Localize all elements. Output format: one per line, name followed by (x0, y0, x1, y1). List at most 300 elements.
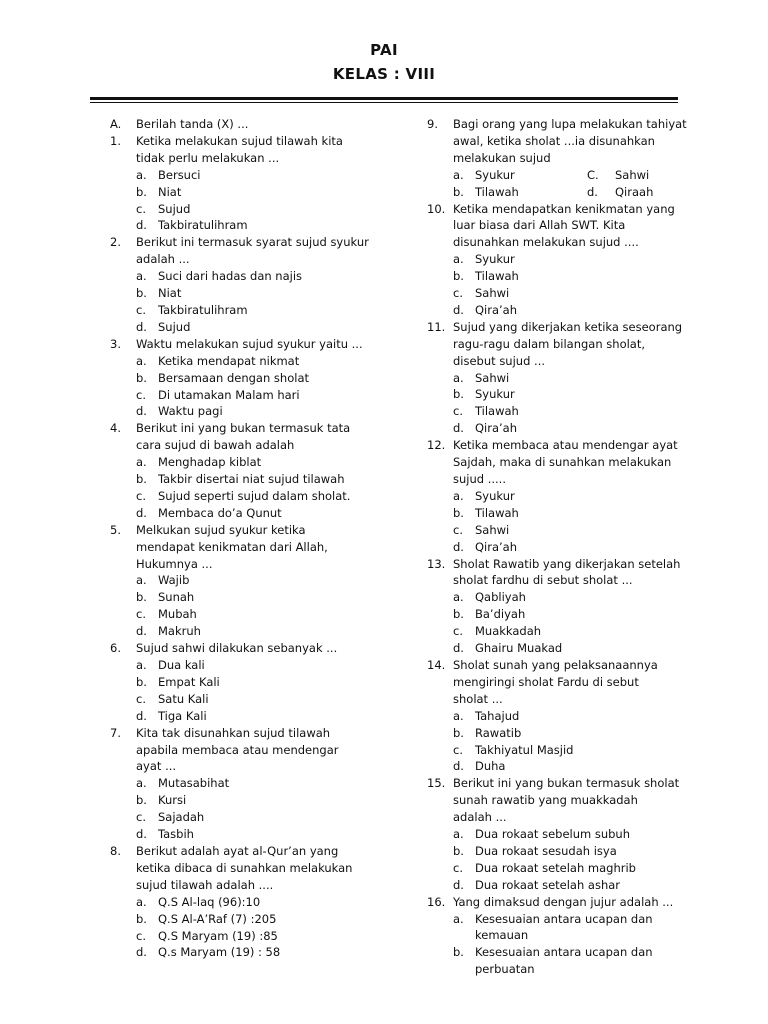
question-text: ayat ... (136, 759, 177, 774)
option-text[interactable]: Dua rokaat sebelum subuh (475, 827, 631, 842)
question-number: 15. (427, 776, 446, 791)
question-text: Ketika membaca atau mendengar ayat (453, 438, 678, 453)
answer-option[interactable] (110, 657, 410, 674)
question-line (110, 877, 410, 894)
option-letter[interactable]: c. (136, 607, 146, 622)
option-letter[interactable]: c. (453, 624, 463, 639)
answer-option[interactable] (110, 623, 410, 640)
option-text[interactable]: Sujud (158, 201, 191, 216)
question-line (110, 336, 410, 353)
instruction-text: Berilah tanda (X) ... (136, 117, 249, 131)
question-text: Yang dimaksud dengan jujur adalah ... (453, 894, 674, 909)
option-letter[interactable]: a. (453, 370, 464, 385)
option-text[interactable]: Syukur (475, 488, 515, 503)
option-text[interactable]: Duha (475, 759, 506, 774)
question-text: adalah ... (136, 252, 190, 267)
question-text: ragu-ragu dalam bilangan sholat, (453, 336, 646, 351)
question-2 (110, 234, 410, 335)
option-text[interactable]: Q.S Al-A’Raf (7) :205 (158, 911, 277, 926)
answer-option[interactable] (110, 488, 410, 505)
question-line (427, 234, 677, 251)
question-line (427, 471, 677, 488)
answer-option[interactable] (427, 420, 677, 437)
option-text[interactable]: Wajib (158, 573, 190, 588)
question-line (110, 843, 410, 860)
option-letter[interactable]: c. (136, 810, 146, 825)
option-text[interactable]: Tilawah (475, 404, 519, 419)
option-text[interactable]: Ba’diyah (475, 607, 526, 622)
question-text: Sujud sahwi dilakukan sebanyak ... (136, 641, 338, 656)
option-letter[interactable]: d. (453, 421, 464, 436)
option-letter[interactable]: a. (136, 894, 147, 909)
question-text: Bagi orang yang lupa melakukan tahiyat (453, 117, 687, 131)
answer-option[interactable] (427, 589, 677, 606)
answer-option[interactable] (427, 505, 677, 522)
option-text[interactable]: Dua rokaat sesudah isya (475, 843, 617, 858)
answer-option[interactable] (427, 826, 677, 843)
question-4 (110, 420, 410, 521)
option-text[interactable]: Q.s Maryam (19) : 58 (158, 945, 281, 960)
question-7 (110, 725, 410, 843)
option-text[interactable]: Syukur (475, 387, 515, 402)
question-text: ketika dibaca di sunahkan melakukan (136, 860, 353, 875)
option-letter[interactable]: c. (453, 860, 463, 875)
question-number: 1. (110, 133, 121, 148)
option-letter[interactable]: b. (136, 370, 147, 385)
option-text[interactable]: Syukur (475, 167, 515, 182)
question-15 (427, 775, 680, 893)
option-letter[interactable]: a. (453, 488, 464, 503)
question-text: Sholat sunah yang pelaksanaannya (453, 657, 658, 672)
option-letter[interactable]: c. (453, 522, 463, 537)
option-text[interactable]: Menghadap kiblat (158, 455, 262, 470)
option-text[interactable]: Membaca do’a Qunut (158, 505, 282, 520)
option-letter[interactable]: c. (136, 928, 146, 943)
question-text: Berikut adalah ayat al-Qur’an yang (136, 843, 339, 858)
question-number: 6. (110, 641, 121, 656)
question-text: Berikut ini termasuk syarat sujud syukur (136, 235, 369, 250)
option-text[interactable]: Niat (158, 286, 182, 301)
answer-option[interactable] (427, 488, 677, 505)
answer-option[interactable] (110, 894, 410, 911)
option-letter[interactable]: c. (136, 691, 146, 706)
question-number: 11. (427, 319, 446, 334)
option-letter[interactable]: c. (453, 286, 463, 301)
question-3 (110, 336, 410, 421)
answer-option[interactable] (110, 944, 410, 961)
header-rule-thick (90, 97, 678, 100)
question-13 (427, 556, 681, 657)
option-letter[interactable]: a. (136, 167, 147, 182)
question-line (427, 437, 677, 454)
option-letter[interactable]: a. (453, 590, 464, 605)
question-line (427, 133, 677, 150)
answer-option[interactable] (110, 809, 410, 826)
answer-option[interactable] (110, 471, 410, 488)
answer-option[interactable] (427, 725, 677, 742)
option-text[interactable]: Takbiratulihram (158, 302, 248, 317)
option-letter[interactable]: d. (453, 641, 464, 656)
answer-option[interactable] (110, 285, 410, 302)
answer-option[interactable] (110, 201, 410, 218)
answer-option[interactable] (427, 522, 677, 539)
option-text[interactable]: Sahwi (475, 522, 510, 537)
option-letter[interactable]: d. (453, 302, 464, 317)
answer-option[interactable] (427, 370, 677, 387)
option-text[interactable]: Makruh (158, 624, 201, 639)
option-letter[interactable]: d. (136, 624, 147, 639)
option-text[interactable]: Mubah (158, 607, 197, 622)
option-letter[interactable]: a. (453, 708, 464, 723)
question-number: 2. (110, 235, 121, 250)
question-text: awal, ketika sholat ...ia disunahkan (453, 133, 655, 148)
option-letter[interactable]: b. (453, 607, 464, 622)
answer-option[interactable] (427, 268, 677, 285)
option-letter[interactable]: c. (136, 488, 146, 503)
answer-option[interactable] (110, 826, 410, 843)
question-line (110, 539, 410, 556)
option-letter[interactable]: c. (136, 387, 146, 402)
answer-option[interactable] (110, 911, 410, 928)
question-line (427, 336, 677, 353)
question-text: cara sujud di bawah adalah (136, 438, 295, 453)
question-line (110, 133, 410, 150)
answer-option[interactable] (110, 217, 410, 234)
answer-option-continued (427, 961, 677, 978)
option-text[interactable]: Kesesuaian antara ucapan dan (475, 945, 653, 960)
header-rule-thin (90, 102, 678, 103)
answer-option[interactable] (427, 623, 677, 640)
option-letter[interactable]: c. (453, 742, 463, 757)
option-letter[interactable]: d. (136, 319, 147, 334)
answer-option[interactable] (110, 403, 410, 420)
option-text[interactable]: Empat Kali (158, 674, 220, 689)
option-letter[interactable]: a. (136, 573, 147, 588)
option-row (427, 167, 677, 184)
option-letter[interactable]: a. (453, 911, 464, 926)
answer-option[interactable] (110, 572, 410, 589)
question-line (110, 742, 410, 759)
option-text[interactable]: Tasbih (158, 827, 194, 842)
question-text: Ketika mendapatkan kenikmatan yang (453, 201, 675, 216)
answer-option[interactable] (110, 454, 410, 471)
option-letter[interactable]: b. (136, 911, 147, 926)
option-letter[interactable]: b. (136, 472, 147, 487)
option-text[interactable]: Ketika mendapat nikmat (158, 353, 300, 368)
question-text: Kita tak disunahkan sujud tilawah (136, 725, 331, 740)
option-text[interactable]: Takbiratulihram (158, 218, 248, 233)
question-text: Hukumnya ... (136, 556, 213, 571)
question-text: Melkukan sujud syukur ketika (136, 522, 306, 537)
question-text: Berikut ini yang bukan termasuk tata (136, 421, 351, 436)
question-number: 7. (110, 725, 121, 740)
question-line (110, 758, 410, 775)
option-text[interactable]: Qira’ah (475, 539, 518, 554)
question-text: sholat ... (453, 691, 503, 706)
option-text[interactable]: Tilawah (475, 505, 519, 520)
option-letter[interactable]: a. (136, 269, 147, 284)
option-letter[interactable]: C. (587, 167, 599, 182)
question-5 (110, 522, 410, 640)
option-letter[interactable]: b. (453, 843, 464, 858)
answer-option[interactable] (110, 319, 410, 336)
answer-option[interactable] (427, 640, 677, 657)
option-letter[interactable]: b. (136, 793, 147, 808)
option-letter[interactable]: a. (453, 252, 464, 267)
option-text: kemauan (475, 928, 529, 943)
option-text[interactable]: Sujud (158, 319, 191, 334)
option-text[interactable]: Suci dari hadas dan najis (158, 269, 303, 284)
option-text[interactable]: Sujud seperti sujud dalam sholat. (158, 488, 351, 503)
option-letter[interactable]: d. (136, 505, 147, 520)
option-text[interactable]: Qira’ah (475, 421, 518, 436)
option-letter[interactable]: b. (453, 184, 464, 199)
question-8 (110, 843, 410, 961)
option-text[interactable]: Sahwi (615, 167, 650, 182)
option-letter[interactable]: b. (453, 945, 464, 960)
answer-option[interactable] (110, 775, 410, 792)
question-line (427, 556, 681, 573)
option-letter[interactable]: c. (453, 404, 463, 419)
question-9 (427, 116, 687, 201)
answer-option[interactable] (427, 742, 677, 759)
question-line (427, 674, 677, 691)
question-text: mendapat kenikmatan dari Allah, (136, 539, 328, 554)
option-text: perbuatan (475, 962, 535, 977)
question-text: mengiringi sholat Fardu di sebut (453, 674, 639, 689)
answer-option[interactable] (427, 302, 677, 319)
question-text: disunahkan melakukan sujud .... (453, 235, 639, 250)
option-row (427, 184, 677, 201)
option-text[interactable]: Qabliyah (475, 590, 526, 605)
option-letter[interactable]: b. (136, 674, 147, 689)
question-number: 3. (110, 336, 121, 351)
answer-option[interactable] (110, 268, 410, 285)
question-text: adalah ... (453, 810, 507, 825)
option-text[interactable]: Q.S Al-laq (96):10 (158, 894, 261, 909)
option-letter[interactable]: a. (453, 827, 464, 842)
question-line (110, 522, 410, 539)
option-text[interactable]: Tilawah (475, 184, 519, 199)
right-column (427, 116, 687, 978)
option-letter[interactable]: d. (136, 827, 147, 842)
question-text: Sujud yang dikerjakan ketika seseorang (453, 319, 683, 334)
question-line (110, 234, 410, 251)
question-line (427, 217, 677, 234)
question-line (110, 251, 410, 268)
option-text[interactable]: Di utamakan Malam hari (158, 387, 300, 402)
answer-option[interactable] (427, 403, 677, 420)
document-subtitle: KELAS : VIII (332, 65, 436, 83)
option-text[interactable]: Bersuci (158, 167, 201, 182)
question-14 (427, 657, 677, 775)
question-6 (110, 640, 410, 725)
option-text[interactable]: Sunah (158, 590, 195, 605)
option-text[interactable]: Niat (158, 184, 182, 199)
option-text[interactable]: Q.S Maryam (19) :85 (158, 928, 278, 943)
option-letter[interactable]: d. (453, 539, 464, 554)
question-line (427, 454, 677, 471)
question-line (427, 894, 677, 911)
option-text[interactable]: Kursi (158, 793, 187, 808)
question-text: Ketika melakukan sujud tilawah kita (136, 133, 343, 148)
question-line (427, 116, 687, 133)
option-text[interactable]: Sajadah (158, 810, 205, 825)
answer-option[interactable] (427, 251, 677, 268)
question-line (110, 725, 410, 742)
option-text[interactable]: Qiraah (615, 184, 654, 199)
question-text: disebut sujud ... (453, 353, 545, 368)
answer-option[interactable] (110, 928, 410, 945)
question-number: 12. (427, 438, 446, 453)
option-text[interactable]: Dua kali (158, 658, 205, 672)
answer-option-continued (427, 927, 677, 944)
option-text[interactable]: Syukur (475, 252, 515, 267)
option-text[interactable]: Tiga Kali (158, 708, 207, 723)
question-12 (427, 437, 677, 555)
answer-option[interactable] (110, 353, 410, 370)
option-letter[interactable]: d. (453, 877, 464, 892)
option-letter[interactable]: b. (453, 387, 464, 402)
question-text: sujud ..... (453, 472, 506, 486)
answer-option[interactable] (110, 505, 410, 522)
option-letter[interactable]: a. (136, 353, 147, 368)
question-1 (110, 133, 410, 234)
answer-option[interactable] (110, 184, 410, 201)
question-text: apabila membaca atau mendengar (136, 742, 339, 757)
answer-option[interactable] (110, 708, 410, 725)
option-text[interactable]: Satu Kali (158, 691, 209, 706)
option-letter[interactable]: b. (453, 505, 464, 520)
question-text: luar biasa dari Allah SWT. Kita (453, 218, 626, 233)
answer-option[interactable] (110, 387, 410, 404)
document-header (0, 38, 768, 86)
option-letter[interactable]: b. (453, 725, 464, 740)
answer-option[interactable] (110, 167, 410, 184)
option-text[interactable]: Tilawah (475, 269, 519, 284)
question-number: 16. (427, 894, 446, 909)
question-text: sunah rawatib yang muakkadah (453, 793, 638, 808)
question-text: Sholat Rawatib yang dikerjakan setelah (453, 556, 681, 571)
option-text[interactable]: Takbir disertai niat sujud tilawah (158, 472, 345, 487)
option-text[interactable]: Tahajud (475, 708, 520, 723)
question-line (110, 860, 410, 877)
answer-option[interactable] (427, 386, 677, 403)
option-text[interactable]: Rawatib (475, 725, 522, 740)
option-text[interactable]: Dua rokaat setelah ashar (475, 877, 621, 892)
document-title: PAI (370, 41, 398, 59)
answer-option[interactable] (427, 860, 677, 877)
option-letter[interactable]: d. (136, 218, 147, 233)
answer-option[interactable] (427, 758, 677, 775)
answer-option[interactable] (110, 370, 410, 387)
option-letter[interactable]: d. (453, 759, 464, 774)
answer-option[interactable] (110, 674, 410, 691)
question-number: 4. (110, 421, 121, 436)
question-number: 10. (427, 201, 446, 216)
question-line (110, 437, 410, 454)
option-text[interactable]: Bersamaan dengan sholat (158, 370, 309, 385)
answer-option[interactable] (110, 302, 410, 319)
question-line (427, 150, 677, 167)
question-line (110, 640, 410, 657)
question-text: tidak perlu melakukan ... (136, 150, 280, 165)
option-letter[interactable]: a. (453, 167, 464, 182)
question-text: Waktu melakukan sujud syukur yaitu ... (136, 336, 363, 351)
answer-option[interactable] (427, 285, 677, 302)
question-line (110, 420, 410, 437)
question-line (427, 201, 677, 218)
option-text[interactable]: Muakkadah (475, 624, 542, 639)
option-text[interactable]: Waktu pagi (158, 404, 223, 419)
option-letter[interactable]: a. (136, 776, 147, 791)
option-letter[interactable]: b. (453, 269, 464, 284)
answer-option[interactable] (427, 843, 677, 860)
option-letter[interactable]: a. (136, 455, 147, 470)
option-text[interactable]: Dua rokaat setelah maghrib (475, 860, 636, 875)
question-text: sholat fardhu di sebut sholat ... (453, 573, 633, 588)
question-number: 14. (427, 657, 446, 672)
option-text[interactable]: Mutasabihat (158, 776, 230, 791)
question-line (427, 809, 677, 826)
question-line (110, 150, 410, 167)
question-line (427, 319, 683, 336)
answer-option[interactable] (427, 606, 677, 623)
answer-option[interactable] (427, 944, 677, 961)
option-letter[interactable]: c. (136, 302, 146, 317)
option-letter[interactable]: d. (136, 708, 147, 723)
answer-option[interactable] (427, 877, 677, 894)
option-text[interactable]: Takhiyatul Masjid (475, 742, 574, 757)
answer-option[interactable] (110, 792, 410, 809)
option-letter[interactable]: c. (136, 201, 146, 216)
option-text[interactable]: Qira’ah (475, 302, 518, 317)
question-text: melakukan sujud (453, 150, 551, 165)
answer-option[interactable] (110, 606, 410, 623)
question-text: sujud tilawah adalah .... (136, 877, 274, 892)
option-letter[interactable]: b. (136, 184, 147, 199)
answer-option[interactable] (427, 539, 677, 556)
option-letter[interactable]: a. (136, 658, 147, 672)
question-number: 8. (110, 843, 121, 858)
answer-option[interactable] (110, 691, 410, 708)
option-letter[interactable]: b. (136, 590, 147, 605)
option-text[interactable]: Sahwi (475, 286, 510, 301)
option-letter[interactable]: b. (136, 286, 147, 301)
option-letter[interactable]: d. (136, 945, 147, 960)
option-letter[interactable]: d. (587, 184, 598, 199)
answer-option[interactable] (427, 708, 677, 725)
question-text: Berikut ini yang bukan termasuk sholat (453, 776, 680, 791)
question-16 (427, 894, 677, 979)
question-11 (427, 319, 683, 437)
option-letter[interactable]: d. (136, 404, 147, 419)
option-text[interactable]: Ghairu Muakad (475, 641, 563, 656)
question-line (427, 657, 677, 674)
section-letter: A. (110, 117, 122, 131)
answer-option[interactable] (110, 589, 410, 606)
question-line (427, 353, 677, 370)
question-number: 13. (427, 556, 446, 571)
question-10 (427, 201, 677, 319)
question-line (110, 556, 410, 573)
option-text[interactable]: Kesesuaian antara ucapan dan (475, 911, 653, 926)
question-number: 5. (110, 522, 121, 537)
answer-option[interactable] (427, 911, 677, 928)
option-text[interactable]: Sahwi (475, 370, 510, 385)
question-line (427, 572, 677, 589)
question-line (427, 691, 677, 708)
